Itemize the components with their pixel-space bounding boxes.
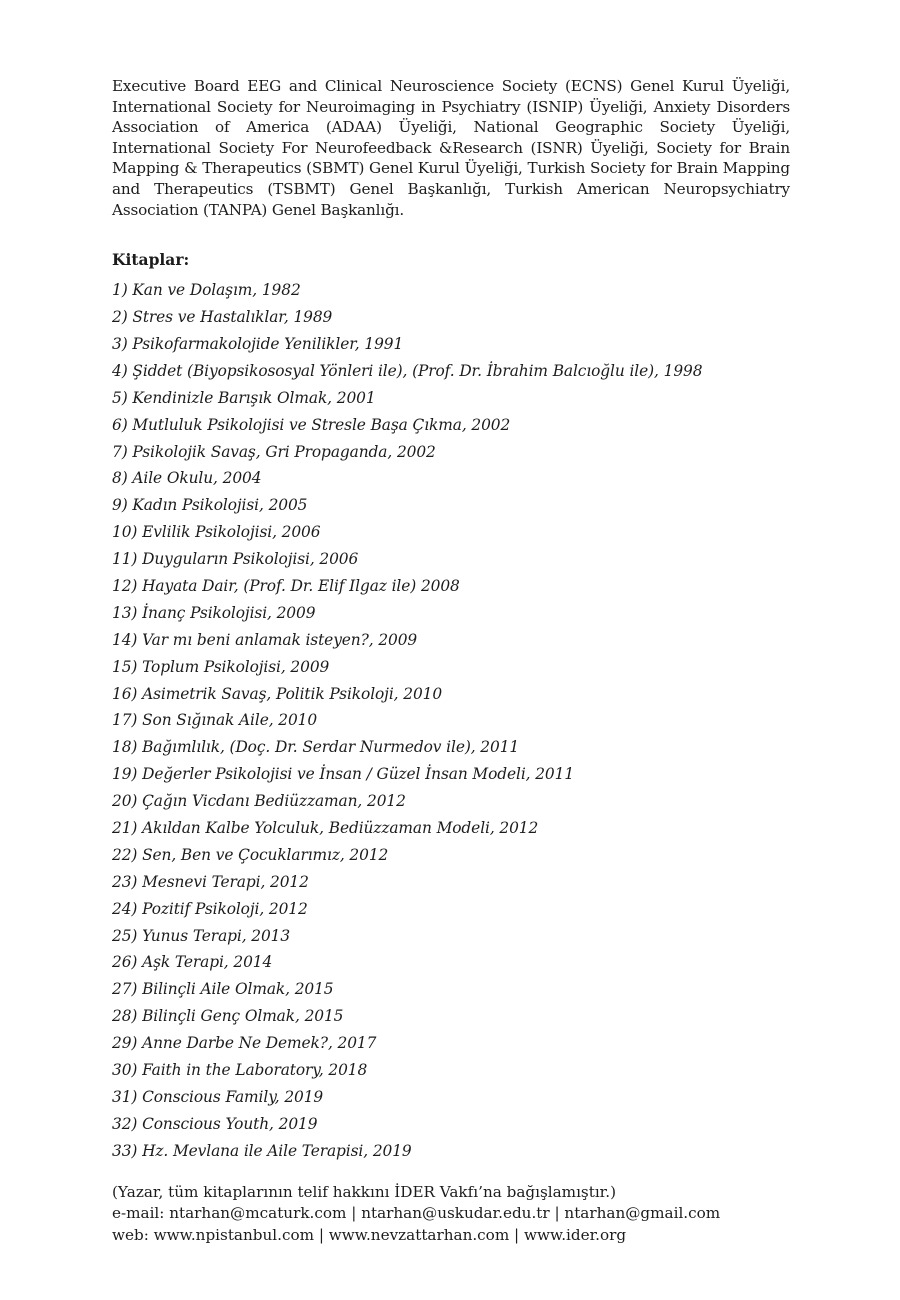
book-item: 18) Bağımlılık, (Doç. Dr. Serdar Nurmedov ile), 2011 [112, 738, 520, 757]
memberships-paragraph: Executive Board EEG and Clinical Neuroscience Society (ECNS) Genel Kurul Üyeliği, International Society for Neuroimaging in Psychiatry (ISNIP) Üyeliği, Anxiety Disorders Association of America (ADAA) Üyeliği, National Geographic Society Üyeliği, International Society For Neurofeedback &Research (ISNR) Üyeliği, Society for Brain Mapping & Therapeutics (SBMT) Genel Kurul Üyeliği, Turkish Society for Brain Mapping and Therapeutics (TSBMT) Genel Başkanlığı, Turkish American Neuropsychiatry Association (TANPA) Genel Başkanlığı. [112, 77, 790, 219]
book-item: 21) Akıldan Kalbe Yolculuk, Bediüzzaman Modeli, 2012 [112, 818, 539, 837]
copyright-note: (Yazar, tüm kitaplarının telif hakkını İDER Vakfı’na bağışlamıştır.) [112, 1182, 617, 1201]
book-item: 24) Pozitif Psikoloji, 2012 [112, 899, 308, 918]
book-item: 33) Hz. Mevlana ile Aile Terapisi, 2019 [112, 1141, 412, 1160]
book-item: 19) Değerler Psikolojisi ve İnsan / Güzel İnsan Modeli, 2011 [112, 765, 575, 784]
book-item: 13) İnanç Psikolojisi, 2009 [112, 603, 316, 622]
book-item: 2) Stres ve Hastalıklar, 1989 [112, 308, 333, 327]
books-heading: Kitaplar: [112, 250, 190, 270]
book-item: 15) Toplum Psikolojisi, 2009 [112, 657, 330, 676]
book-item: 16) Asimetrik Savaş, Politik Psikoloji, 2010 [112, 684, 443, 703]
book-item: 25) Yunus Terapi, 2013 [112, 926, 291, 945]
contact-footer [112, 1182, 790, 1247]
book-item: 3) Psikofarmakolojide Yenilikler, 1991 [112, 334, 404, 353]
book-item: 22) Sen, Ben ve Çocuklarımız, 2012 [112, 845, 389, 864]
document-page [112, 76, 790, 1246]
book-item: 14) Var mı beni anlamak isteyen?, 2009 [112, 630, 418, 649]
book-item: 12) Hayata Dair, (Prof. Dr. Elif Ilgaz ile) 2008 [112, 576, 460, 595]
book-item: 7) Psikolojik Savaş, Gri Propaganda, 2002 [112, 442, 436, 461]
book-list [112, 277, 790, 1164]
book-item: 11) Duyguların Psikolojisi, 2006 [112, 550, 359, 569]
book-item: 1) Kan ve Dolaşım, 1982 [112, 281, 301, 300]
book-item: 8) Aile Okulu, 2004 [112, 469, 262, 488]
book-item: 9) Kadın Psikolojisi, 2005 [112, 496, 308, 515]
book-item: 4) Şiddet (Biyopsikososyal Yönleri ile), (Prof. Dr. İbrahim Balcıoğlu ile), 1998 [112, 361, 703, 380]
book-item: 27) Bilinçli Aile Olmak, 2015 [112, 980, 334, 999]
book-item: 26) Aşk Terapi, 2014 [112, 953, 273, 972]
book-item: 28) Bilinçli Genç Olmak, 2015 [112, 1007, 344, 1026]
email-line: e-mail: ntarhan@mcaturk.com | ntarhan@uskudar.edu.tr | ntarhan@gmail.com [112, 1204, 721, 1223]
book-item: 31) Conscious Family, 2019 [112, 1087, 324, 1106]
book-item: 17) Son Sığınak Aile, 2010 [112, 711, 318, 730]
book-item: 30) Faith in the Laboratory, 2018 [112, 1060, 368, 1079]
book-item: 20) Çağın Vicdanı Bediüzzaman, 2012 [112, 792, 406, 811]
book-item: 5) Kendinizle Barışık Olmak, 2001 [112, 388, 376, 407]
book-item: 32) Conscious Youth, 2019 [112, 1114, 318, 1133]
web-line: web: www.npistanbul.com | www.nevzattarhan.com | www.ider.org [112, 1225, 627, 1244]
book-item: 23) Mesnevi Terapi, 2012 [112, 872, 309, 891]
book-item: 6) Mutluluk Psikolojisi ve Stresle Başa Çıkma, 2002 [112, 415, 511, 434]
book-item: 29) Anne Darbe Ne Demek?, 2017 [112, 1034, 377, 1053]
book-item: 10) Evlilik Psikolojisi, 2006 [112, 523, 321, 542]
